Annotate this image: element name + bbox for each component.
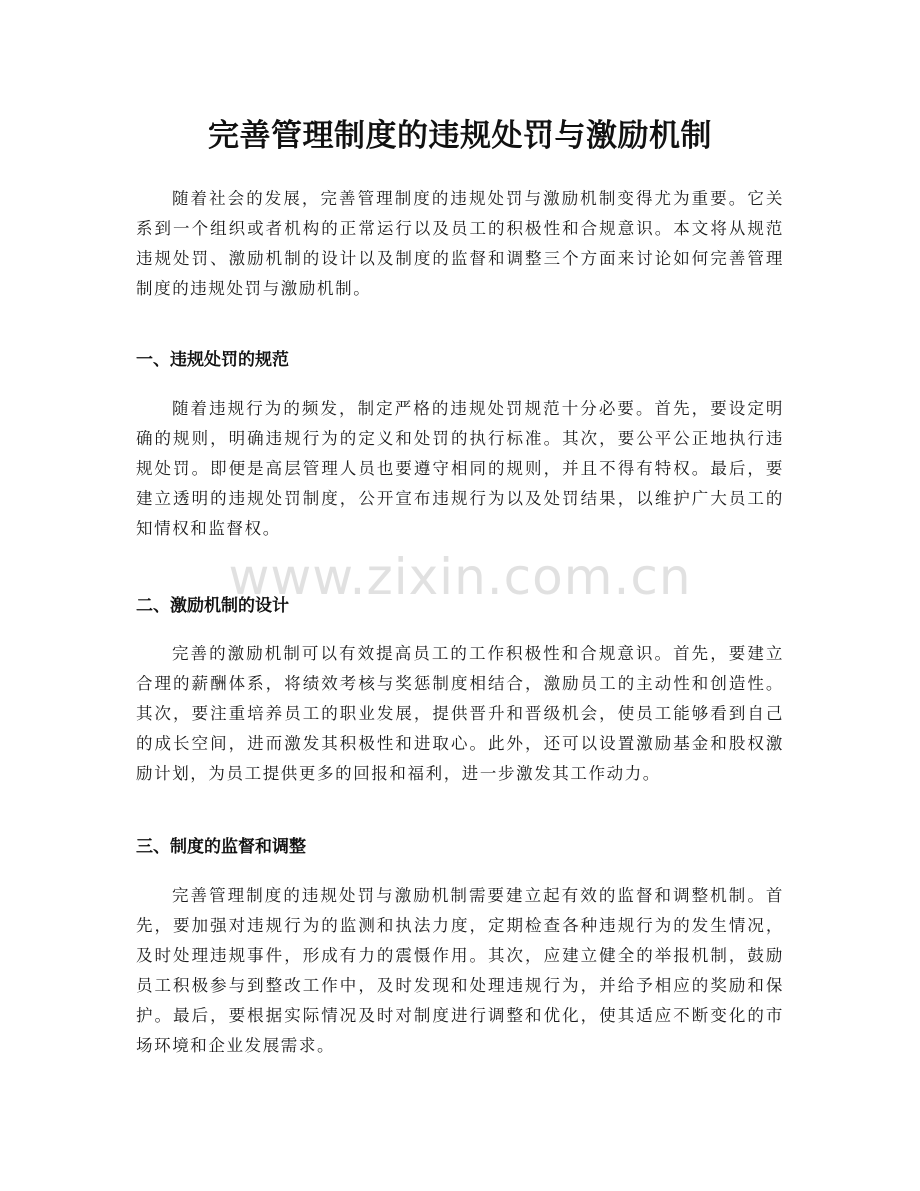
section-heading-incentive: 二、激励机制的设计 [136, 596, 289, 616]
section-body-penalty: 随着违规行为的频发，制定严格的违规处罚规范十分必要。首先，要设定明确的规则，明确违规行为的定义和处罚的执行标准。其次，要公平公正地执行违规处罚。即便是高层管理人员也要遵守相同的规则，并且不得有特权。最后，要建立透明的违规处罚制度，公开宣布违规行为以及处罚结果，以维护广大员工的知情权和监督权。 [136, 399, 784, 538]
section-heading-supervision: 三、制度的监督和调整 [136, 837, 306, 857]
section-heading-penalty: 一、违规处罚的规范 [136, 350, 289, 370]
section-body-incentive: 完善的激励机制可以有效提高员工的工作积极性和合规意识。首先，要建立合理的薪酬体系，将绩效考核与奖惩制度相结合，激励员工的主动性和创造性。其次，要注重培养员工的职业发展，提供晋升和晋级机会，使员工能够看到自己的成长空间，进而激发其积极性和进取心。此外，还可以设置激励基金和股权激励计划，为员工提供更多的回报和福利，进一步激发其工作动力。 [136, 644, 784, 783]
intro-paragraph: 随着社会的发展，完善管理制度的违规处罚与激励机制变得尤为重要。它关系到一个组织或者机构的正常运行以及员工的积极性和合规意识。本文将从规范违规处罚、激励机制的设计以及制度的监督和调整三个方面来讨论如何完善管理制度的违规处罚与激励机制。 [136, 189, 784, 298]
section-body-supervision: 完善管理制度的违规处罚与激励机制需要建立起有效的监督和调整机制。首先，要加强对违规行为的监测和执法力度，定期检查各种违规行为的发生情况，及时处理违规事件，形成有力的震慑作用。其次，应建立健全的举报机制，鼓励员工积极参与到整改工作中，及时发现和处理违规行为，并给予相应的奖励和保护。最后，要根据实际情况及时对制度进行调整和优化，使其适应不断变化的市场环境和企业发展需求。 [136, 886, 784, 1055]
watermark: www.zixin.com.cn [228, 548, 692, 606]
document-title: 完善管理制度的违规处罚与激励机制 [208, 118, 712, 154]
